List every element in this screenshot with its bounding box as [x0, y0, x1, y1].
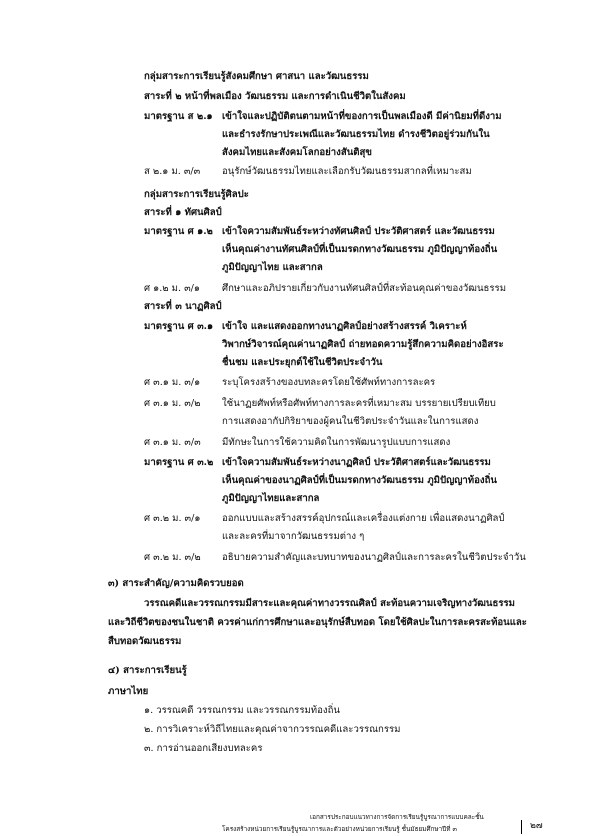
key-concept-paragraph: สืบทอดวัฒนธรรม — [108, 636, 182, 647]
indicator-code: ศ ๓.๑ ม. ๓/๒ — [144, 398, 201, 409]
indicator-code: ศ ๓.๑ ม. ๓/๓ — [144, 437, 201, 448]
indicator-text: และละครที่มาจากวัฒนธรรมต่าง ๆ — [222, 531, 365, 542]
indicator-text: ออกแบบและสร้างสรรค์อุปกรณ์และเครื่องแต่งกาย เพื่อแสดงนาฏศิลป์ — [222, 513, 505, 524]
standard-text: ภูมิปัญญาไทย และสากล — [222, 262, 323, 273]
footer-divider — [521, 820, 522, 834]
key-concept-paragraph: และวิถีชีวิตของชนในชาติ ควรค่าแก่การศึกษาและอนุรักษ์สืบทอด โดยใช้ศิลปะในการละครสะท้อนและ — [108, 617, 527, 628]
arts-strand1-heading: สาระที่ ๑ ทัศนศิลป์ — [144, 207, 222, 218]
list-item: ๒. การวิเคราะห์วิถีไทยและคุณค่าจากวรรณคดีและวรรณกรรม — [144, 724, 401, 735]
list-item: ๓. การอ่านออกเสียงบทละคร — [144, 743, 263, 754]
standard-text: เข้าใจ และแสดงออกทางนาฏศิลป์อย่างสร้างสรรค์ วิเคราะห์ — [222, 321, 467, 332]
arts-group-heading: กลุ่มสาระการเรียนรู้ศิลปะ — [144, 189, 249, 200]
indicator-text: ศึกษาและอภิปรายเกี่ยวกับงานทัศนศิลป์ที่สะท้อนคุณค่าของวัฒนธรรม — [222, 283, 507, 294]
indicator-text: ระบุโครงสร้างของบทละครโดยใช้ศัพท์ทางการละคร — [222, 377, 436, 388]
social-group-heading: กลุ่มสาระการเรียนรู้สังคมศึกษา ศาสนา และวัฒนธรรม — [144, 71, 369, 82]
standard-text: วิพากษ์วิจารณ์คุณค่านาฏศิลป์ ถ่ายทอดความรู้สึกความคิดอย่างอิสระ — [222, 339, 504, 350]
standard-code: มาตรฐาน ศ ๓.๒ — [144, 457, 214, 468]
learning-content-heading: ๔) สาระการเรียนรู้ — [108, 665, 187, 676]
footer-line: เอกสารประกอบแนวทางการจัดการเรียนรู้บูรณาการแบบคละชั้น — [310, 813, 484, 821]
list-item: ๑. วรรณคดี วรรณกรรม และวรรณกรรมท้องถิ่น — [144, 705, 340, 716]
standard-text: ชื่นชม และประยุกต์ใช้ในชีวิตประจำวัน — [222, 357, 383, 368]
standard-text: และธำรงรักษาประเพณีและวัฒนธรรมไทย ดำรงชีวิตอยู่ร่วมกันใน — [222, 129, 490, 140]
indicator-text: อนุรักษ์วัฒนธรรมไทยและเลือกรับวัฒนธรรมสากลที่เหมาะสม — [222, 166, 472, 177]
indicator-text: อธิบายความสำคัญและบทบาทของนาฏศิลป์และการละครในชีวิตประจำวัน — [222, 552, 526, 563]
indicator-text: ใช้นาฏยศัพท์หรือศัพท์ทางการละครที่เหมาะสม บรรยายเปรียบเทียบ — [222, 398, 496, 409]
standard-text: เห็นคุณค่าของนาฏศิลป์ที่เป็นมรดกทางวัฒนธรรม ภูมิปัญญาท้องถิ่น — [222, 475, 497, 486]
indicator-code: ศ ๑.๒ ม. ๓/๑ — [144, 283, 200, 294]
indicator-text: การแสดงอากัปกิริยาของผู้คนในชีวิตประจำวันและในการแสดง — [222, 416, 479, 427]
subject-label: ภาษาไทย — [108, 686, 149, 697]
standard-text: เข้าใจความสัมพันธ์ระหว่างนาฏศิลป์ ประวัติศาสตร์และวัฒนธรรม — [222, 457, 491, 468]
standard-text: เข้าใจและปฏิบัติตนตามหน้าที่ของการเป็นพลเมืองดี มีค่านิยมที่ดีงาม — [222, 111, 502, 122]
indicator-code: ศ ๓.๒ ม. ๓/๒ — [144, 552, 201, 563]
social-strand2-heading: สาระที่ ๒ หน้าที่พลเมือง วัฒนธรรม และการดำเนินชีวิตในสังคม — [144, 91, 406, 102]
footer-line: โครงสร้างหน่วยการเรียนรู้บูรณาการและตัวอย่างหน่วยการเรียนรู้ ชั้นมัธยมศึกษาปีที่ ๓ — [222, 825, 457, 833]
standard-code: มาตรฐาน ศ ๑.๒ — [144, 226, 213, 237]
arts-strand3-heading: สาระที่ ๓ นาฏศิลป์ — [144, 301, 222, 312]
page-number: ๒๗ — [530, 821, 543, 831]
key-concept-paragraph: วรรณคดีและวรรณกรรมมีสาระและคุณค่าทางวรรณศิลป์ สะท้อนความเจริญทางวัฒนธรรม — [144, 598, 515, 609]
indicator-code: ศ ๓.๒ ม. ๓/๑ — [144, 513, 201, 524]
indicator-code: ส ๒.๑ ม. ๓/๓ — [144, 166, 201, 177]
standard-code: มาตรฐาน ศ ๓.๑ — [144, 321, 214, 332]
indicator-code: ศ ๓.๑ ม. ๓/๑ — [144, 377, 201, 388]
standard-text: ภูมิปัญญาไทยและสากล — [222, 493, 320, 504]
standard-text: สังคมไทยและสังคมโลกอย่างสันติสุข — [222, 147, 372, 158]
standard-text: เห็นคุณค่างานทัศนศิลป์ที่เป็นมรดกทางวัฒนธรรม ภูมิปัญญาท้องถิ่น — [222, 244, 498, 255]
standard-code: มาตรฐาน ส ๒.๑ — [144, 111, 213, 122]
indicator-text: มีทักษะในการใช้ความคิดในการพัฒนารูปแบบการแสดง — [222, 437, 451, 448]
key-concept-heading: ๓) สาระสำคัญ/ความคิดรวบยอด — [108, 578, 244, 589]
standard-text: เข้าใจความสัมพันธ์ระหว่างทัศนศิลป์ ประวัติศาสตร์ และวัฒนธรรม — [222, 226, 495, 237]
